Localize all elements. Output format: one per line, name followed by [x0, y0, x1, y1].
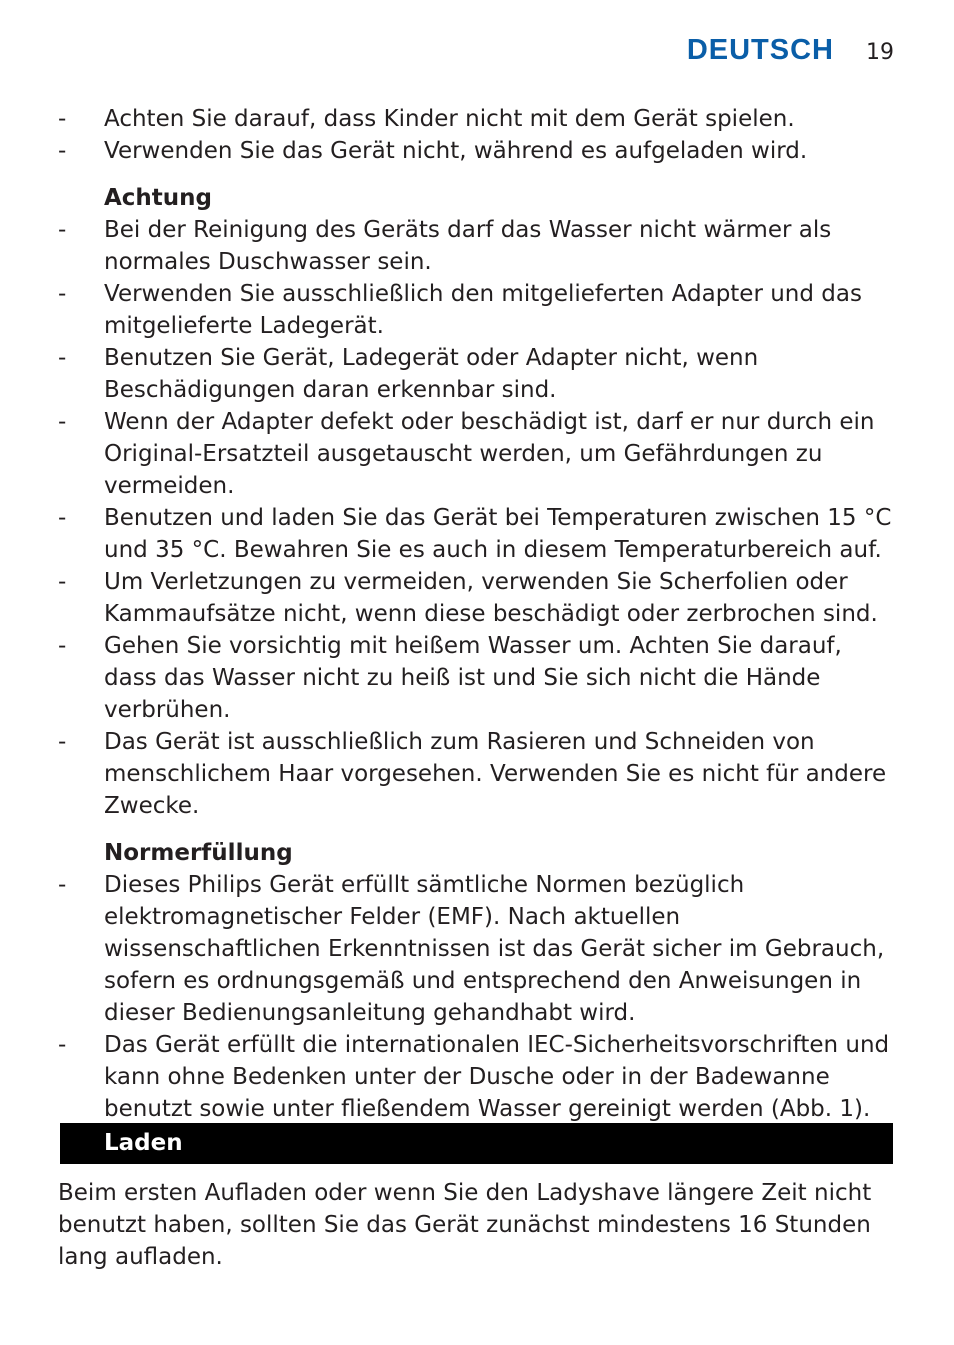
list-item-text: Gehen Sie vorsichtig mit heißem Wasser um. Achten Sie darauf, dass das Wasser nicht zu heiß ist und Sie sich nicht die Hände verbrühen.	[104, 633, 842, 723]
list-dash: -	[58, 345, 67, 371]
list-item	[58, 135, 898, 167]
list-item	[58, 406, 898, 502]
list-item-text: Um Verletzungen zu vermeiden, verwenden Sie Scherfolien oder Kammaufsätze nicht, wenn diese beschädigt oder zerbrochen sind.	[104, 569, 878, 627]
normerfuellung-heading: Normerfüllung	[104, 840, 293, 866]
list-item-text: Benutzen Sie Gerät, Ladegerät oder Adapter nicht, wenn Beschädigungen daran erkennbar sind.	[104, 345, 759, 403]
achtung-heading: Achtung	[104, 185, 213, 211]
list-item-text: Verwenden Sie ausschließlich den mitgelieferten Adapter und das mitgelieferte Ladegerät.	[104, 281, 862, 339]
list-item	[58, 214, 898, 278]
list-item-text: Wenn der Adapter defekt oder beschädigt ist, darf er nur durch ein Original-Ersatzteil ausgetauscht werden, um Gefährdungen zu vermeiden.	[104, 409, 875, 499]
list-dash: -	[58, 1032, 67, 1058]
list-item	[58, 342, 898, 406]
list-item	[58, 103, 898, 135]
list-item	[58, 630, 898, 726]
normerfuellung-list	[58, 869, 898, 1125]
page-header	[687, 34, 894, 67]
list-dash: -	[58, 409, 67, 435]
list-item	[58, 278, 898, 342]
laden-heading: Laden	[104, 1130, 183, 1156]
list-item-text: Verwenden Sie das Gerät nicht, während es aufgeladen wird.	[104, 138, 808, 164]
list-item	[58, 502, 898, 566]
list-item-text: Benutzen und laden Sie das Gerät bei Temperaturen zwischen 15 °C und 35 °C. Bewahren Sie es auch in diesem Temperaturbereich auf.	[104, 505, 892, 563]
list-dash: -	[58, 106, 67, 132]
page-number: 19	[866, 40, 894, 65]
list-dash: -	[58, 217, 67, 243]
list-dash: -	[58, 138, 67, 164]
main-content	[58, 103, 898, 1125]
list-item	[58, 869, 898, 1029]
intro-bullet-list	[58, 103, 898, 167]
laden-paragraph: Beim ersten Aufladen oder wenn Sie den Ladyshave längere Zeit nicht benutzt haben, sollten Sie das Gerät zunächst mindestens 16 Stunden lang aufladen.	[58, 1180, 872, 1270]
list-item-text: Das Gerät erfüllt die internationalen IEC-Sicherheitsvorschriften und kann ohne Bedenken unter der Dusche oder in der Badewanne benutzt sowie unter fließendem Wasser gereinigt werden (Abb. 1).	[104, 1032, 890, 1122]
list-dash: -	[58, 569, 67, 595]
list-dash: -	[58, 729, 67, 755]
list-dash: -	[58, 281, 67, 307]
list-item-text: Bei der Reinigung des Geräts darf das Wasser nicht wärmer als normales Duschwasser sein.	[104, 217, 832, 275]
list-item-text: Achten Sie darauf, dass Kinder nicht mit dem Gerät spielen.	[104, 106, 795, 132]
list-dash: -	[58, 633, 67, 659]
achtung-list	[58, 214, 898, 822]
language-label: DEUTSCH	[686, 34, 834, 66]
list-item	[58, 566, 898, 630]
list-item	[58, 1029, 898, 1125]
list-dash: -	[58, 872, 67, 898]
list-item	[58, 726, 898, 822]
list-item-text: Das Gerät ist ausschließlich zum Rasieren und Schneiden von menschlichem Haar vorgesehen. Verwenden Sie es nicht für andere Zwecke.	[104, 729, 887, 819]
laden-section-bar	[60, 1123, 893, 1164]
list-dash: -	[58, 505, 67, 531]
list-item-text: Dieses Philips Gerät erfüllt sämtliche Normen bezüglich elektromagnetischer Felder (EMF). Nach aktuellen wissenschaftlichen Erkenntnissen ist das Gerät sicher im Gebrauch, sofern es ordnungsgemäß und entsprechend den Anweisungen in dieser Bedienungsanleitung gehandhabt wird.	[104, 872, 885, 1026]
